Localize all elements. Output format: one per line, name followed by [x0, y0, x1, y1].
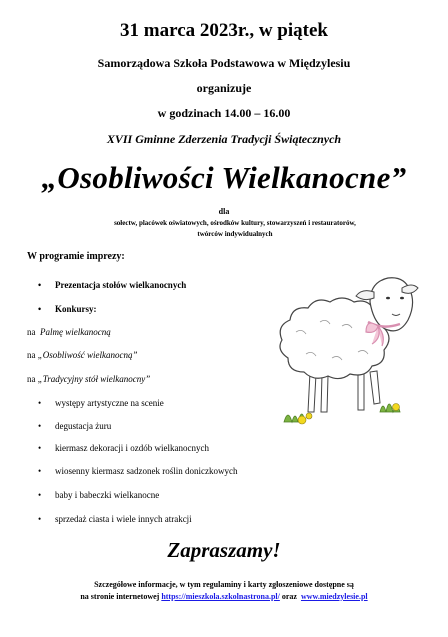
- program-heading: W programie imprezy:: [27, 251, 125, 262]
- list-item: • występy artystyczne na scenie: [38, 398, 164, 408]
- sheep-icon: [262, 262, 422, 434]
- bullet-icon: •: [38, 490, 42, 500]
- footer-links: na stronie internetowej https://mieszkola.szkolnastrona.pl/ oraz www.miedzylesie.pl: [80, 592, 368, 601]
- list-item: • Konkursy:: [38, 304, 97, 314]
- organizer-name: Samorządowa Szkoła Podstawowa w Międzylesiu: [97, 56, 351, 70]
- list-item: • Prezentacja stołów wielkanocnych: [38, 280, 187, 290]
- bullet-icon: •: [38, 304, 42, 314]
- event-hours: w godzinach 14.00 – 16.00: [157, 106, 291, 120]
- invite-text: Zapraszamy!: [167, 538, 281, 562]
- organizes-text: organizuje: [196, 81, 252, 95]
- list-item: • kiermasz dekoracji i ozdób wielkanocnych: [38, 443, 209, 453]
- bullet-icon: •: [38, 514, 42, 524]
- page-title: „Osobliwości Wielkanocne”: [41, 160, 407, 195]
- contest-item: na „Osobliwość wielkanocną”: [27, 350, 138, 360]
- contest-item: na „Tradycyjny stół wielkanocny”: [27, 374, 151, 384]
- audience-line-1: sołectw, placówek oświatowych, ośrodków kultury, stowarzyszeń i restauratorów,: [114, 219, 356, 227]
- website-link-municipality[interactable]: www.miedzylesie.pl: [300, 592, 368, 601]
- bullet-icon: •: [38, 466, 42, 476]
- for-label: dla: [218, 207, 230, 216]
- list-item: • sprzedaż ciasta i wiele innych atrakcji: [38, 514, 192, 524]
- bullet-icon: •: [38, 398, 42, 408]
- list-item: • baby i babeczki wielkanocne: [38, 490, 160, 500]
- bullet-icon: •: [38, 443, 42, 453]
- bullet-icon: •: [38, 280, 42, 290]
- list-item: • wiosenny kiermasz sadzonek roślin doniczkowych: [38, 466, 238, 476]
- contest-item: na Palmę wielkanocną: [27, 327, 111, 337]
- audience-line-2: twórców indywidualnych: [197, 230, 273, 238]
- footer-info: Szczegółowe informacje, w tym regulaminy i karty zgłoszeniowe dostępne są: [94, 580, 354, 589]
- list-item: • degustacja żuru: [38, 421, 112, 431]
- bullet-icon: •: [38, 421, 42, 431]
- website-link-school[interactable]: https://mieszkola.szkolnastrona.pl/: [161, 592, 280, 601]
- event-date: 31 marca 2023r., w piątek: [120, 20, 328, 41]
- event-name: XVII Gminne Zderzenia Tradycji Świątecznych: [106, 132, 342, 146]
